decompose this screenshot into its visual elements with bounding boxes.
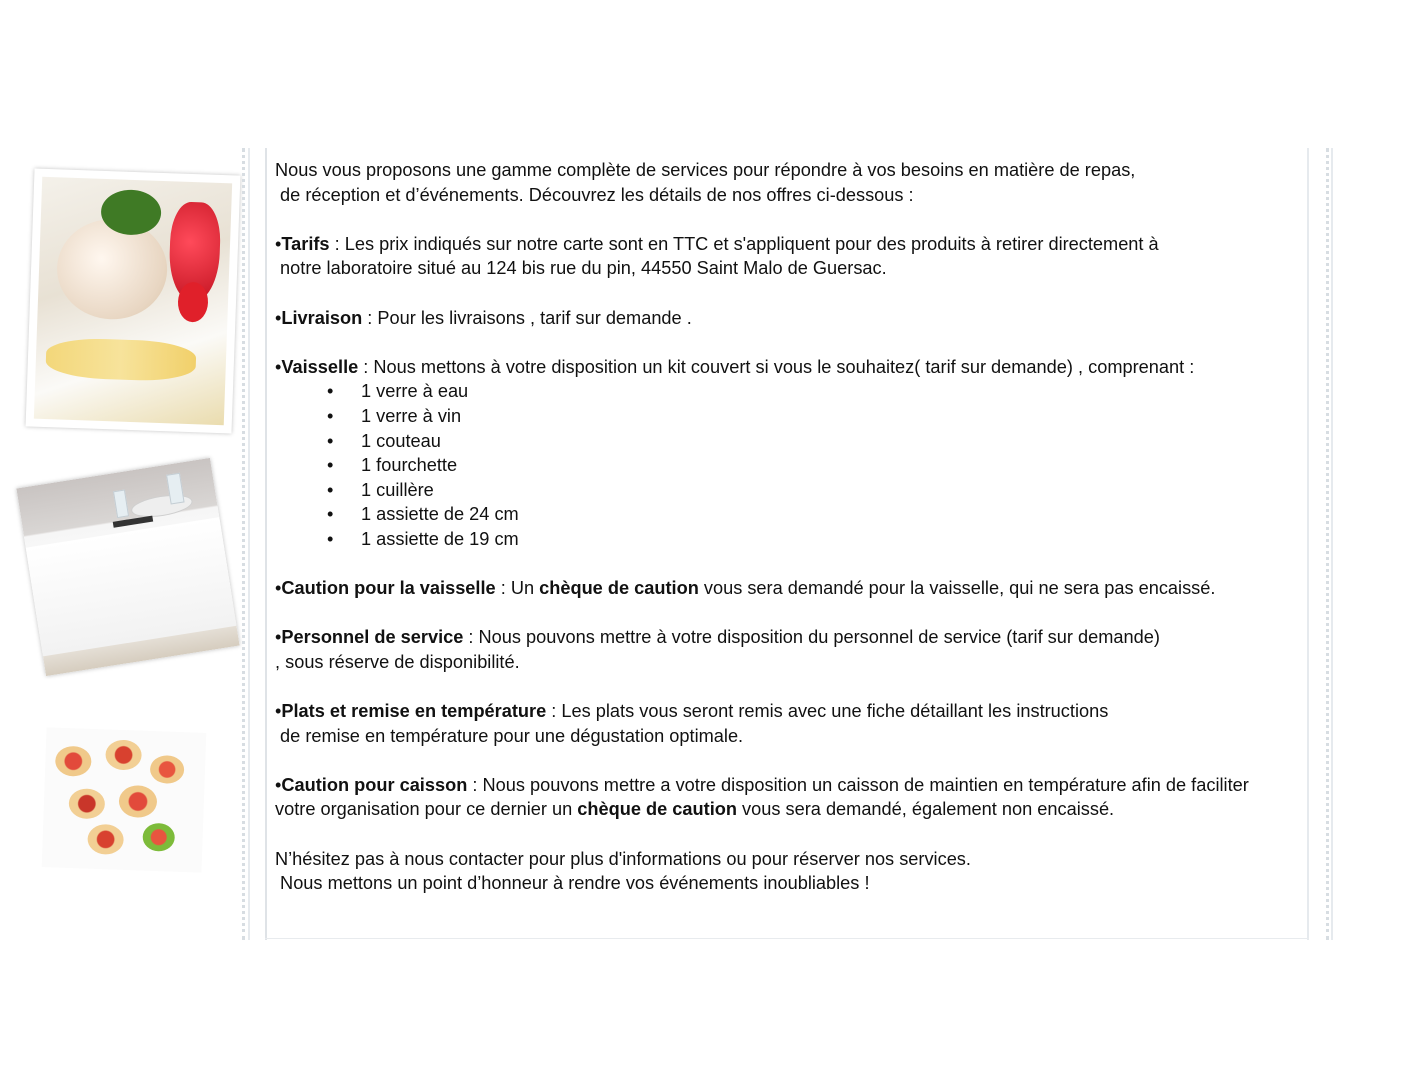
bullet: • [275, 627, 282, 648]
caisson-line-1: : Nous pouvons mettre a votre disposition un caisson de maintien en température afin de faciliter [467, 774, 1249, 795]
livraison-label: Livraison [281, 307, 363, 328]
list-item: • 1 fourchette [275, 453, 1355, 478]
personnel-line-2: , sous réserve de disponibilité. [275, 651, 520, 672]
plats-label: Plats et remise en température [281, 701, 547, 722]
personnel-label: Personnel de service [281, 627, 464, 648]
caisson-bold: chèque de caution [577, 799, 737, 820]
dining-table-photo [16, 458, 239, 676]
frame-border-bottom [265, 938, 1309, 939]
closing-line-2: Nous mettons un point d’honneur à rendre vos événements inoubliables ! [275, 873, 870, 894]
personnel-line-1: : Nous pouvons mettre à votre disposition du personnel de service (tarif sur demande) [463, 627, 1160, 648]
bullet: • [275, 307, 282, 328]
bullet: • [275, 233, 282, 254]
bullet: • [275, 701, 282, 722]
list-item: • 1 assiette de 24 cm [275, 502, 1355, 527]
intro-line-1: Nous vous proposons une gamme complète de services pour répondre à vos besoins en matière de repas, [275, 160, 1136, 180]
bullet: • [275, 356, 282, 377]
canapes-photo [42, 727, 207, 872]
caisson-paragraph [275, 773, 1355, 798]
livraison-text: : Pour les livraisons , tarif sur demande . [362, 307, 692, 328]
vaisselle-items-list [275, 379, 1355, 551]
caisson-label: Caution pour caisson [281, 774, 468, 795]
caution-vaisselle-paragraph [275, 576, 1355, 601]
caisson-line-2a: votre organisation pour ce dernier un [275, 799, 578, 820]
tarifs-line-1: : Les prix indiqués sur notre carte sont en TTC et s'appliquent pour des produits à retirer directement à [329, 233, 1159, 254]
vaisselle-label: Vaisselle [281, 356, 359, 377]
vaisselle-paragraph [275, 355, 1355, 380]
tarifs-label: Tarifs [281, 233, 330, 254]
tarifs-line-2: notre laboratoire situé au 124 bis rue du pin, 44550 Saint Malo de Guersac. [275, 258, 887, 279]
frame-border-left [248, 148, 250, 940]
list-item: • 1 verre à vin [275, 404, 1355, 429]
caution-vaisselle-text-2: vous sera demandé pour la vaisselle, qui ne sera pas encaissé. [698, 578, 1216, 599]
tarifs-paragraph [275, 232, 1355, 257]
plats-paragraph [275, 699, 1355, 724]
bullet: • [275, 774, 282, 795]
vaisselle-text: : Nous mettons à votre disposition un kit couvert si vous le souhaitez( tarif sur demande) , comprenant : [358, 356, 1195, 377]
list-item: • 1 verre à eau [275, 379, 1355, 404]
frame-border-left-inner [265, 148, 267, 940]
plats-line-1: : Les plats vous seront remis avec une fiche détaillant les instructions [546, 701, 1109, 722]
caution-vaisselle-bold: chèque de caution [539, 578, 699, 599]
intro-line-2: de réception et d’événements. Découvrez les détails de nos offres ci-dessous : [275, 184, 914, 205]
plats-line-2: de remise en température pour une dégustation optimale. [275, 725, 744, 746]
services-text [275, 158, 1355, 896]
frame-border-left-dotted [242, 148, 245, 940]
caisson-line-2b: vous sera demandé, également non encaissé. [736, 799, 1115, 820]
livraison-paragraph [275, 306, 1355, 331]
caution-vaisselle-label: Caution pour la vaisselle [281, 578, 496, 599]
list-item: • 1 couteau [275, 429, 1355, 454]
caisson-line-2 [275, 797, 1355, 822]
list-item: • 1 cuillère [275, 478, 1355, 503]
personnel-paragraph [275, 625, 1355, 650]
closing-line-1: N’hésitez pas à nous contacter pour plus d'informations ou pour réserver nos services. [275, 848, 971, 869]
scallop-dish-photo [26, 168, 241, 433]
caution-vaisselle-text-1: : Un [495, 578, 540, 599]
list-item: • 1 assiette de 19 cm [275, 527, 1355, 552]
bullet: • [275, 578, 282, 599]
